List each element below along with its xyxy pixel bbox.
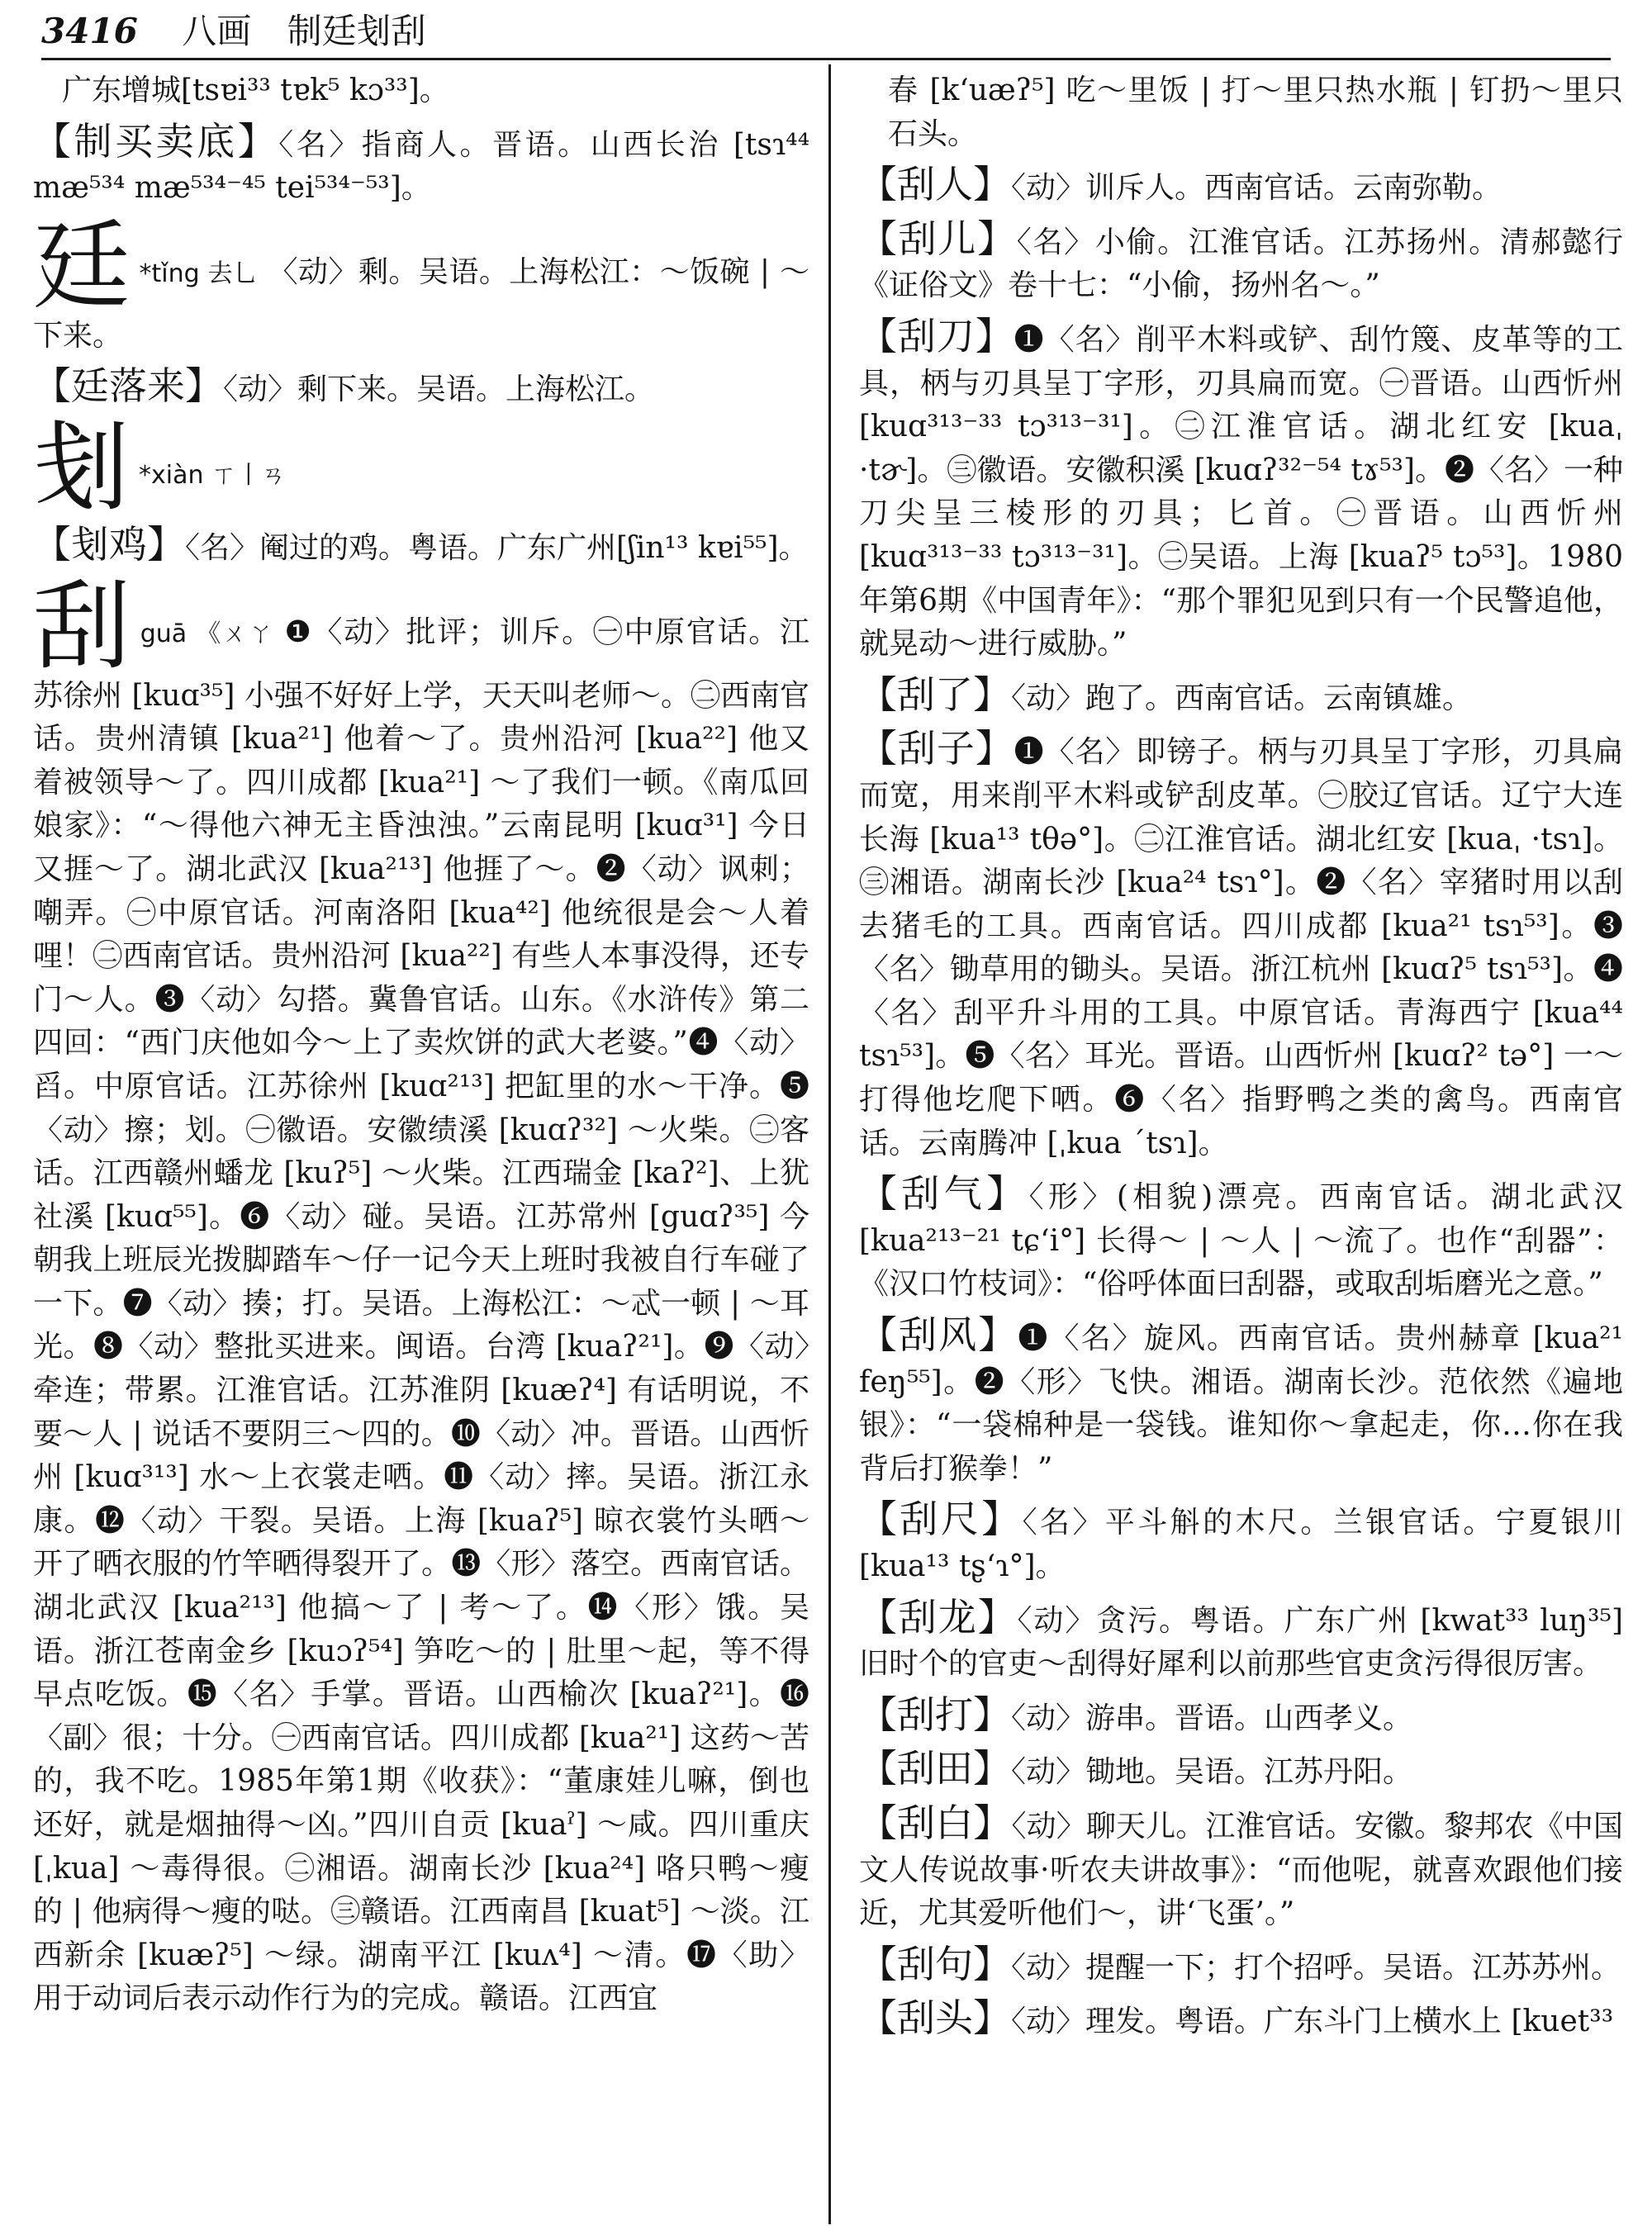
headword-phrase: 【刮田】	[859, 1746, 1011, 1791]
dictionary-entry	[859, 69, 1623, 156]
left-column	[33, 69, 809, 2227]
headword-phrase: 【刮句】	[859, 1941, 1011, 1986]
dictionary-entry	[859, 1172, 1623, 1307]
headword-phrase: 【刮尺】	[859, 1497, 1023, 1542]
header-rule	[41, 58, 1611, 60]
dictionary-entry	[33, 523, 809, 571]
definition-text: 〈动〉提醒一下；打个招呼。吴语。江苏苏州。	[1011, 1950, 1621, 1985]
definition-text: 〈动〉锄地。吴语。江苏丹阳。	[1011, 1755, 1413, 1790]
headword-phrase: 【刮龙】	[859, 1594, 1018, 1639]
definition-text: 〈名〉阉过的鸡。粤语。广东广州[ʃin¹³ kɐi⁵⁵]。	[185, 530, 809, 565]
header-chars: 制廷刬刮	[287, 11, 426, 51]
dictionary-entry	[33, 568, 809, 2021]
dictionary-entry	[859, 217, 1623, 308]
dictionary-entry	[859, 727, 1623, 1165]
headword-phrase: 【刮头】	[859, 1995, 1011, 2041]
dictionary-entry	[859, 1596, 1623, 1687]
definition-text: 〈形〉(相貌)漂亮。西南官话。湖北武汉 [kua²¹³⁻²¹ tɕʻi°] 长得～ | ～人 | ～流了。也作“刮器”：《汉口竹枝词》：“俗呼体面曰刮器，或取刮垢磨光之意。”	[859, 1180, 1623, 1302]
page-header	[41, 7, 1611, 56]
pinyin-reading: guā 《ㄨㄚ	[140, 619, 275, 648]
dictionary-entry	[33, 410, 809, 524]
dictionary-entry	[859, 1497, 1623, 1588]
definition-text: ❶〈名〉削平木料或铲、刮竹篾、皮革等的工具，柄与刃具呈丁字形，刃具扁而宽。㊀晋语。山西忻州 [kuɑ³¹³⁻³³ tɔ³¹³⁻³¹]。㊁江淮官话。湖北红安 [kuaˌ ·tɚ]。㊂徽语。安徽积溪 [kuɑʔ³²⁻⁵⁴ tɤ⁵³]。❷〈名〉一种刀尖呈三棱形的刃具；匕首。㊀晋语。山西忻州 [kuɑ³¹³⁻³³ tɔ³¹³⁻³¹]。㊁吴语。上海 [kuaʔ⁵ tɔ⁵³]。1980年第6期《中国青年》：“那个罪犯见到只有一个民警追他，就晃动～进行威胁。”	[859, 322, 1623, 662]
definition-text: 〈动〉理发。粤语。广东斗门上横水上 [kuet³³	[1011, 2005, 1614, 2039]
headword-phrase: 【廷落来】	[33, 363, 223, 409]
dictionary-entry	[859, 315, 1623, 667]
headword-char: 刮	[33, 568, 132, 683]
dictionary-entry	[859, 1943, 1623, 1990]
pinyin-reading: *xiàn ㄒ丨ㄢ	[139, 460, 287, 490]
dictionary-entry	[859, 1313, 1623, 1491]
definition-text: ❶〈名〉旋风。西南官话。贵州赫章 [kua²¹ feŋ⁵⁵]。❷〈形〉飞快。湘语。湖南长沙。范依然《遍地银》：“一袋棉种是一袋钱。谁知你～拿起走，你…你在我背后打猴拳！”	[859, 1321, 1623, 1486]
column-divider	[828, 64, 831, 2224]
dictionary-entry	[859, 163, 1623, 211]
definition-text: 〈名〉平斗斛的木尺。兰银官话。宁夏银川 [kua¹³ tʂʻɿ°]。	[859, 1506, 1623, 1583]
page-number: 3416	[41, 11, 138, 51]
headword-phrase: 【刮白】	[859, 1800, 1012, 1845]
definition-text: 〈名〉指商人。晋语。山西长治 [tsɿ⁴⁴ mæ⁵³⁴ mæ⁵³⁴⁻⁴⁵ tei⁵³⁴⁻⁵³]。	[33, 127, 809, 206]
definition-text: 〈动〉剩。吴语。上海松江：～饭碗 | ～下来。	[33, 254, 809, 353]
headword-phrase: 【制买卖底】	[33, 118, 279, 164]
definition-text: 〈动〉训斥人。西南官话。云南弥勒。	[1011, 171, 1502, 206]
headword-phrase: 【刮刀】	[859, 313, 1014, 358]
headword-phrase: 【刮打】	[859, 1691, 1011, 1737]
dictionary-entry	[33, 208, 809, 358]
section-label: 八画	[182, 11, 252, 51]
dictionary-entry	[33, 69, 809, 113]
headword-phrase: 【刮了】	[859, 671, 1011, 717]
dictionary-entry	[859, 1693, 1623, 1741]
dictionary-entry	[859, 1747, 1623, 1795]
definition-text: 〈动〉贪污。粤语。广东广州 [kwat³³ luŋ³⁵] 旧时个的官吏～刮得好犀利以前那些官吏贪污得很厉害。	[859, 1603, 1623, 1682]
definition-text: 〈动〉跑了。西南官话。云南镇雄。	[1011, 681, 1473, 715]
dictionary-entry	[859, 1801, 1623, 1936]
right-column	[859, 69, 1623, 2227]
definition-text: 〈动〉游串。晋语。山西孝义。	[1011, 1701, 1413, 1735]
headword-phrase: 【刮人】	[859, 162, 1011, 207]
definition-text: 〈名〉小偷。江淮官话。江苏扬州。清郝懿行《证俗文》卷十七：“小偷，扬州名～。”	[859, 225, 1623, 303]
pinyin-reading: *tǐng 去乚	[139, 259, 259, 288]
headword-phrase: 【刮气】	[859, 1171, 1029, 1217]
headword-phrase: 【刬鸡】	[33, 521, 185, 567]
headword-char: 刬	[33, 410, 131, 524]
continuation-text: 广东增城[tsɐi³³ tɐk⁵ kɔ³³]。	[62, 74, 449, 107]
definition-text: ❶〈动〉批评；训斥。㊀中原官话。江苏徐州 [kuɑ³⁵] 小强不好好上学，天天叫老师～。㊁西南官话。贵州清镇 [kua²¹] 他着～了。贵州沿河 [kua²²] 他又着被领导～了。四川成都 [kua²¹] ～了我们一顿。《南瓜回娘家》：“～得他六神无主昏浊浊。”云南昆明 [kuɑ³¹] 今日又捱～了。湖北武汉 [kua²¹³] 他捱了～。❷〈动〉讽刺；嘲弄。㊀中原官话。河南洛阳 [kua⁴²] 他统很是会～人着哩！㊁西南官话。贵州沿河 [kua²²] 有些人本事没得，还专门～人。❸〈动〉勾搭。冀鲁官话。山东。《水浒传》第二四回：“西门庆他如今～上了卖炊饼的武大老婆。”❹〈动〉舀。中原官话。江苏徐州 [kuɑ²¹³] 把缸里的水～干净。❺〈动〉擦；划。㊀徽语。安徽绩溪 [kuɑʔ³²] ～火柴。㊁客话。江西赣州蟠龙 [kuʔ⁵] ～火柴。江西瑞金 [kaʔ²]、上犹社溪 [kuɑ⁵⁵]。❻〈动〉碰。吴语。江苏常州 [guɑʔ³⁵] 今朝我上班辰光拨脚踏车～仔一记今天上班时我被自行车碰了一下。❼〈动〉揍；打。吴语。上海松江：～忒一顿 | ～耳光。❽〈动〉整批买进来。闽语。台湾 [kuaʔ²¹]。❾〈动〉牵连；带累。江淮官话。江苏淮阴 [kuæʔ⁴] 有话明说，不要～人 | 说话不要阴三～四的。❿〈动〉冲。晋语。山西忻州 [kuɑ³¹³] 水～上衣裳走哂。⓫〈动〉摔。吴语。浙江永康。⓬〈动〉干裂。吴语。上海 [kuaʔ⁵] 晾衣裳竹头晒～开了晒衣服的竹竿晒得裂开了。⓭〈形〉落空。西南官话。湖北武汉 [kua²¹³] 他搞～了 | 考～了。⓮〈形〉饿。吴语。浙江苍南金乡 [kuɔʔ⁵⁴] 笋吃～的 | 肚里～起，等不得早点吃饭。⓯〈名〉手掌。晋语。山西榆次 [kuaʔ²¹]。⓰〈副〉很；十分。㊀西南官话。四川成都 [kua²¹] 这药～苦的，我不吃。1985年第1期《收获》：“董康娃儿嘛，倒也还好，就是烟抽得～凶。”四川自贡 [kuaˀ] ～咸。四川重庆 [ˌkua] ～毒得很。㊁湘语。湖南长沙 [kua²⁴] 咯只鸭～瘦的 | 他病得～瘦的哒。㊂赣语。江西南昌 [kuat⁵] ～淡。江西新余 [kuæʔ⁵] ～绿。湖南平江 [kuʌ⁴] ～清。⓱〈助〉用于动词后表示动作行为的完成。赣语。江西宜	[33, 614, 809, 2016]
headword-char: 廷	[33, 208, 131, 323]
dictionary-entry	[33, 364, 809, 412]
headword-phrase: 【刮风】	[859, 1312, 1018, 1358]
headword-phrase: 【刮子】	[859, 726, 1014, 771]
definition-text: 〈动〉聊天儿。江淮官话。安徽。黎邦农《中国文人传说故事·听农夫讲故事》：“而他呢，就喜欢跟他们接近，尤其爱听他们～，讲‘飞蛋’。”	[859, 1809, 1623, 1931]
definition-text: 〈动〉剩下来。吴语。上海松江。	[223, 372, 655, 407]
dictionary-entry	[33, 120, 809, 211]
dictionary-entry	[859, 1996, 1623, 2044]
headword-phrase: 【刮儿】	[859, 216, 1017, 261]
continuation-text: 春 [kʻuæʔ⁵] 吃～里饭 | 打～里只热水瓶 | 钉扔～里只石头。	[888, 74, 1623, 151]
definition-text: ❶〈名〉即镑子。柄与刃具呈丁字形，刃具扁而宽，用来削平木料或铲刮皮革。㊀胶辽官话。辽宁大连长海 [kua¹³ tθə°]。㊁江淮官话。湖北红安 [kuaˌ ·tsɿ]。㊂湘语。湖南长沙 [kua²⁴ tsɿ°]。❷〈名〉宰猪时用以刮去猪毛的工具。西南官话。四川成都 [kua²¹ tsɿ⁵³]。❸〈名〉锄草用的锄头。吴语。浙江杭州 [kuɑʔ⁵ tsɿ⁵³]。❹〈名〉刮平升斗用的工具。中原官话。青海西宁 [kua⁴⁴ tsɿ⁵³]。❺〈名〉耳光。晋语。山西忻州 [kuɑʔ² tə°] 一～打得他圪爬下哂。❻〈名〉指野鸭之类的禽鸟。西南官话。云南腾冲 [ˌkua ˊtsɿ]。	[859, 735, 1623, 1160]
dictionary-entry	[859, 673, 1623, 721]
